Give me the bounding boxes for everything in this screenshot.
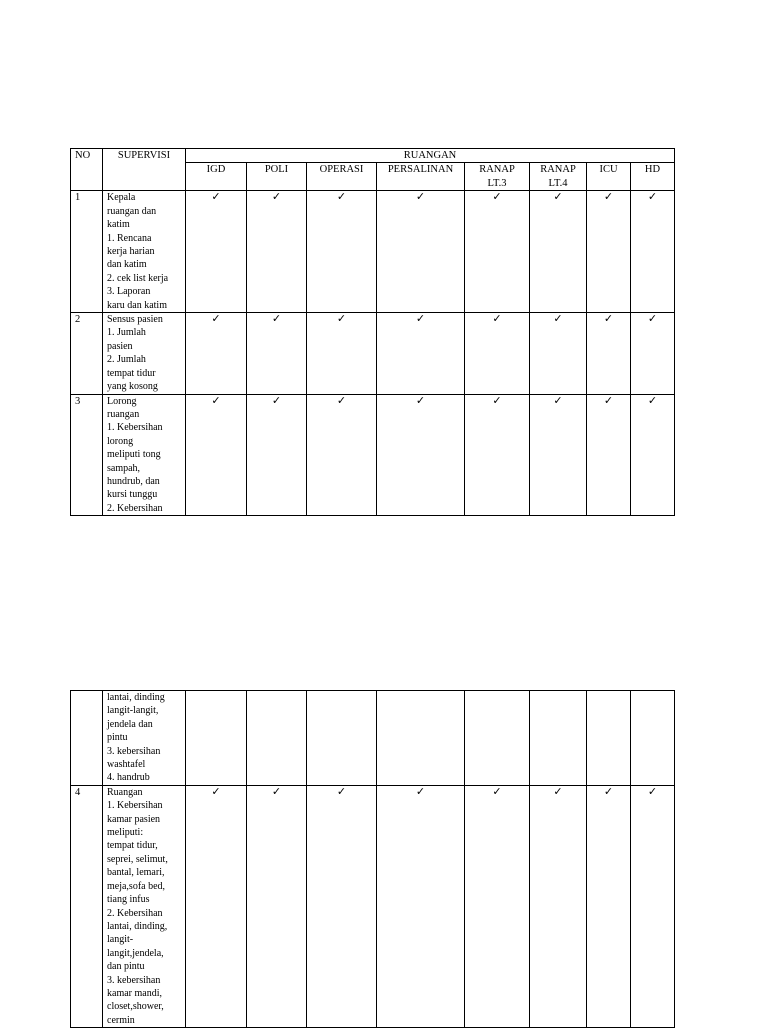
header-supervisi: SUPERVISI (103, 149, 186, 191)
table-row (71, 313, 675, 394)
table-body-page-1 (71, 191, 675, 516)
header-room-igd: IGD (186, 163, 247, 191)
cell-hd (631, 785, 675, 1027)
supervisi-item: lantai, dinding langit-langit, jendela dan pintu 3. kebersihan washtafel 4. handrub (103, 691, 186, 786)
cell-ranap-lt3 (465, 691, 530, 786)
check-icon: ✓ (492, 394, 502, 407)
header-room-icu: ICU (587, 163, 631, 191)
header-ruangan: RUANGAN (186, 149, 675, 163)
table-row (71, 394, 675, 516)
check-icon: ✓ (492, 785, 502, 798)
header-room-ranap-lt4: RANAP LT.4 (530, 163, 587, 191)
row-number: 1 (71, 191, 103, 313)
cell-persalinan (377, 691, 465, 786)
cell-icu (587, 191, 631, 313)
check-icon: ✓ (211, 394, 221, 407)
cell-icu (587, 785, 631, 1027)
supervisi-item: Kepala ruangan dan katim 1. Rencana kerja harian dan katim 2. cek list kerja 3. Laporan karu dan katim (103, 191, 186, 313)
check-icon: ✓ (553, 785, 563, 798)
cell-persalinan (377, 785, 465, 1027)
cell-ranap-lt4 (530, 691, 587, 786)
header-room-ranap-lt3: RANAP LT.3 (465, 163, 530, 191)
check-icon: ✓ (603, 313, 614, 326)
row-number: 3 (71, 394, 103, 516)
check-icon: ✓ (415, 191, 426, 204)
cell-igd (186, 191, 247, 313)
check-icon: ✓ (553, 191, 563, 204)
row-number: 4 (71, 785, 103, 1027)
cell-persalinan (377, 394, 465, 516)
check-icon: ✓ (336, 785, 347, 798)
check-icon: ✓ (492, 313, 502, 326)
row-number: 2 (71, 313, 103, 394)
check-icon: ✓ (415, 785, 426, 798)
row-number (71, 691, 103, 786)
cell-ranap-lt4 (530, 191, 587, 313)
cell-poli (247, 191, 307, 313)
cell-ranap-lt3 (465, 191, 530, 313)
check-icon: ✓ (603, 785, 614, 798)
cell-hd (631, 394, 675, 516)
check-icon: ✓ (647, 394, 658, 407)
supervision-table-page-1 (70, 148, 675, 516)
cell-poli (247, 785, 307, 1027)
cell-operasi (307, 691, 377, 786)
supervision-table-page-2 (70, 690, 675, 1028)
check-icon: ✓ (336, 394, 347, 407)
supervisi-item: Ruangan 1. Kebersihan kamar pasien meliputi: tempat tidur, seprei, selimut, bantal, lemari, meja,sofa bed, tiang infus 2. Kebersihan lantai, dinding, langit- langit,jendela, dan pintu 3. kebersihan kamar mandi, closet,shower, cermin (103, 785, 186, 1027)
supervisi-item: Lorong ruangan 1. Kebersihan lorong meliputi tong sampah, hundrub, dan kursi tunggu 2. Kebersihan (103, 394, 186, 516)
header-no: NO (71, 149, 103, 191)
cell-igd (186, 691, 247, 786)
header-room-persalinan: PERSALINAN (377, 163, 465, 191)
check-icon: ✓ (553, 313, 563, 326)
check-icon: ✓ (415, 313, 426, 326)
cell-icu (587, 394, 631, 516)
cell-icu (587, 691, 631, 786)
header-room-operasi: OPERASI (307, 163, 377, 191)
check-icon: ✓ (336, 191, 347, 204)
cell-ranap-lt4 (530, 785, 587, 1027)
table-body-page-2 (71, 691, 675, 1028)
cell-igd (186, 394, 247, 516)
cell-poli (247, 313, 307, 394)
check-icon: ✓ (647, 313, 658, 326)
check-icon: ✓ (271, 313, 282, 326)
supervisi-item: Sensus pasien 1. Jumlah pasien 2. Jumlah tempat tidur yang kosong (103, 313, 186, 394)
cell-ranap-lt4 (530, 313, 587, 394)
cell-operasi (307, 191, 377, 313)
check-icon: ✓ (415, 394, 426, 407)
cell-ranap-lt4 (530, 394, 587, 516)
cell-icu (587, 313, 631, 394)
check-icon: ✓ (271, 394, 282, 407)
check-icon: ✓ (647, 785, 658, 798)
check-icon: ✓ (603, 394, 614, 407)
check-icon: ✓ (647, 191, 658, 204)
check-icon: ✓ (603, 191, 614, 204)
cell-ranap-lt3 (465, 394, 530, 516)
cell-poli (247, 394, 307, 516)
cell-ranap-lt3 (465, 785, 530, 1027)
check-icon: ✓ (211, 313, 221, 326)
cell-operasi (307, 785, 377, 1027)
cell-igd (186, 785, 247, 1027)
cell-poli (247, 691, 307, 786)
check-icon: ✓ (492, 191, 502, 204)
cell-ranap-lt3 (465, 313, 530, 394)
table-row (71, 785, 675, 1027)
table-row (71, 691, 675, 786)
check-icon: ✓ (271, 191, 282, 204)
check-icon: ✓ (211, 785, 221, 798)
cell-persalinan (377, 313, 465, 394)
cell-persalinan (377, 191, 465, 313)
cell-operasi (307, 313, 377, 394)
check-icon: ✓ (271, 785, 282, 798)
check-icon: ✓ (336, 313, 347, 326)
table-row (71, 191, 675, 313)
check-icon: ✓ (211, 191, 221, 204)
header-room-poli: POLI (247, 163, 307, 191)
cell-operasi (307, 394, 377, 516)
check-icon: ✓ (553, 394, 563, 407)
cell-hd (631, 691, 675, 786)
cell-hd (631, 313, 675, 394)
header-room-hd: HD (631, 163, 675, 191)
cell-hd (631, 191, 675, 313)
cell-igd (186, 313, 247, 394)
